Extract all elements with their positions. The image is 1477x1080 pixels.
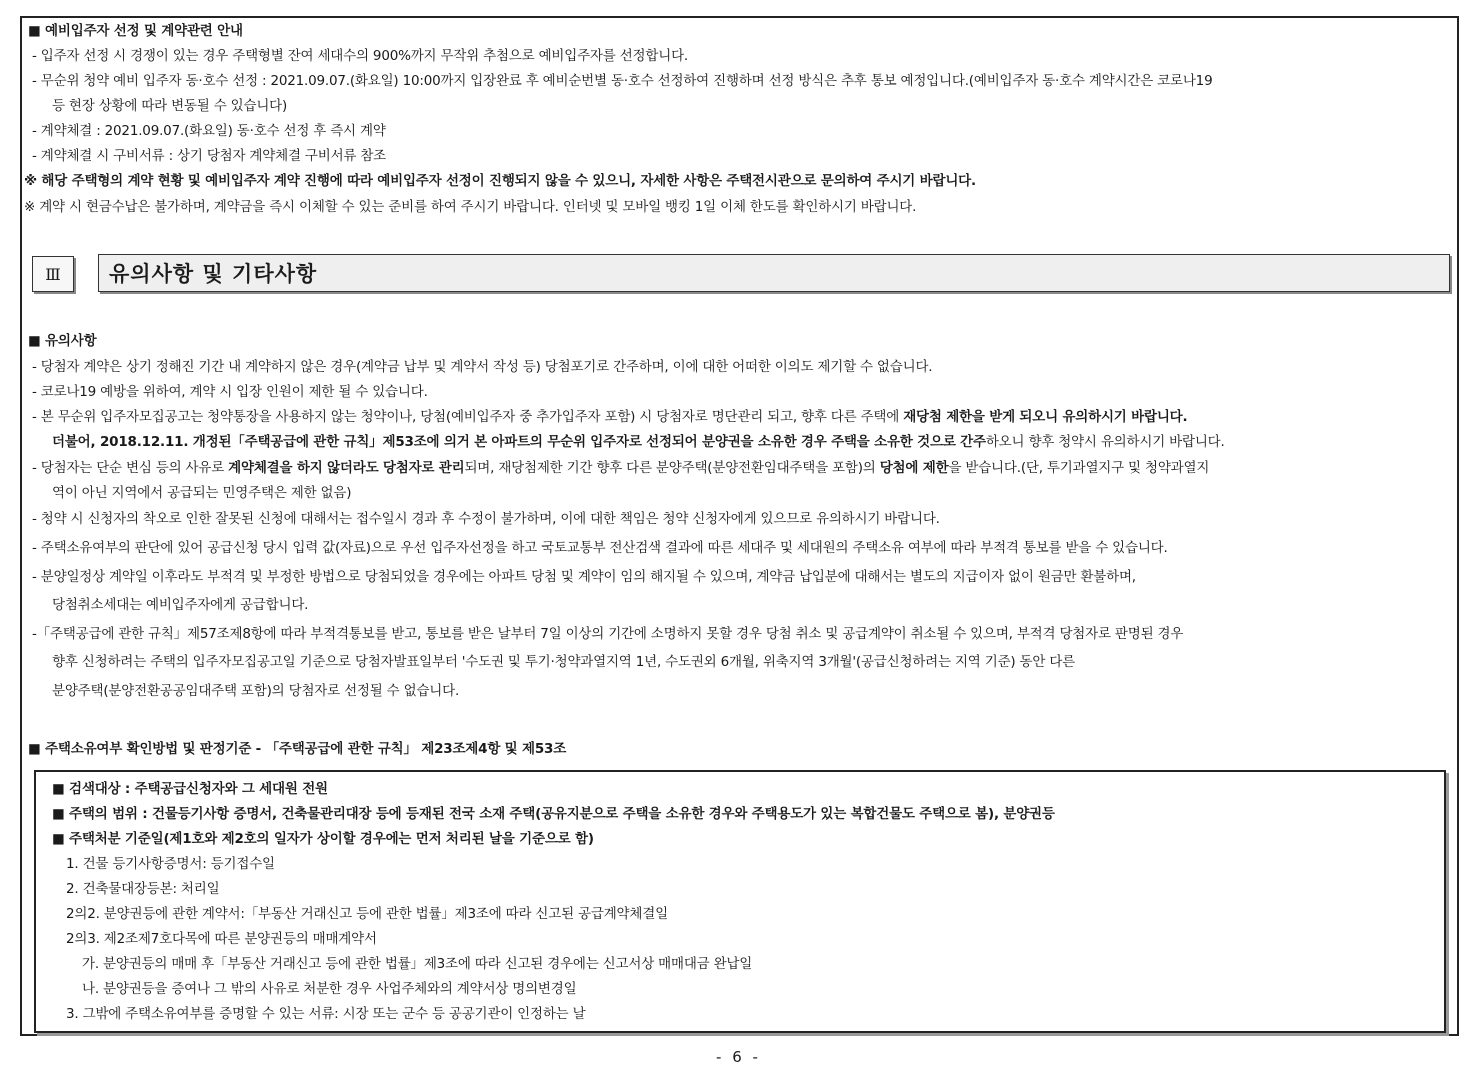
caution-item-4-text-c: 을 받습니다.(단, 투기과열지구 및 청약과열지 — [948, 460, 1210, 476]
ownership-list-item-1: 1. 건물 등기사항증명서: 등기접수일 — [66, 856, 275, 872]
caution-item-2: - 코로나19 예방을 위하여, 계약 시 입장 인원이 제한 될 수 있습니다. — [32, 384, 428, 400]
caution-item-4-bold-a: 계약체결을 하지 않더라도 당첨자로 관리 — [228, 460, 465, 476]
section-title: 유의사항 및 기타사항 — [98, 254, 1450, 292]
caution-item-1: - 당첨자 계약은 상기 정해진 기간 내 계약하지 않은 경우(계약금 납부 및 계약서 작성 등) 당첨포기로 간주하며, 이에 대한 어떠한 이의도 제기할 수 없습니다. — [32, 359, 933, 375]
caution-item-8-cont-2: 분양주택(분양전환공공임대주택 포함)의 당첨자로 선정될 수 없습니다. — [52, 683, 460, 699]
ownership-list-item-2-3: 2의3. 제2조제7호다목에 따른 분양권등의 매매계약서 — [66, 931, 377, 947]
caution-item-5: - 청약 시 신청자의 착오로 인한 잘못된 신청에 대해서는 접수일시 경과 후 수정이 불가하며, 이에 대한 책임은 청약 신청자에게 있으므로 유의하시기 바랍니다. — [32, 511, 940, 527]
reserve-item-4: - 계약체결 시 구비서류 : 상기 당첨자 계약체결 구비서류 참조 — [32, 148, 387, 164]
page-frame — [20, 16, 1459, 1036]
ownership-search-target: ■ 검색대상 : 주택공급신청자와 그 세대원 전원 — [52, 781, 328, 797]
ownership-disposal-date: ■ 주택처분 기준일(제1호와 제2호의 일자가 상이할 경우에는 먼저 처리된 날을 기준으로 함) — [52, 831, 594, 847]
reserve-item-2: - 무순위 청약 예비 입주자 동·호수 선정 : 2021.09.07.(화요일) 10:00까지 입장완료 후 예비순번별 동·호수 선정하여 진행하며 선정 방식은 추후 통보 예정입니다.(예비입주자 동·호수 계약시간은 코로나19 — [32, 73, 1213, 89]
reserve-note-2: ※ 계약 시 현금수납은 불가하며, 계약금을 즉시 이체할 수 있는 준비를 하여 주시기 바랍니다. 인터넷 및 모바일 뱅킹 1일 이체 한도를 확인하시기 바랍니다. — [24, 199, 917, 215]
caution-item-4-text-a: - 당첨자는 단순 변심 등의 사유로 — [32, 460, 229, 476]
caution-item-3-cont — [52, 433, 1225, 451]
caution-item-8-cont-1: 향후 신청하려는 주택의 입주자모집공고일 기준으로 당첨자발표일부터 '수도권 및 투기·청약과열지역 1년, 수도권외 6개월, 위축지역 3개월'(공급신청하려는 지역 기준) 동안 다른 — [52, 654, 1076, 670]
ownership-list-item-2-2: 2의2. 분양권등에 관한 계약서:「부동산 거래신고 등에 관한 법률」제3조에 따라 신고된 공급계약체결일 — [66, 906, 668, 922]
caution-item-4 — [32, 459, 1209, 477]
reserve-note-1: ※ 해당 주택형의 계약 현황 및 예비입주자 계약 진행에 따라 예비입주자 선정이 진행되지 않을 수 있으니, 자세한 사항은 주택전시관으로 문의하여 주시기 바랍니다. — [24, 173, 976, 189]
reserve-item-3: - 계약체결 : 2021.09.07.(화요일) 동·호수 선정 후 즉시 계약 — [32, 123, 386, 139]
ownership-criteria-box — [34, 770, 1446, 1033]
caution-heading: ■ 유의사항 — [28, 333, 97, 349]
reserve-item-1: - 입주자 선정 시 경쟁이 있는 경우 주택형별 잔여 세대수의 900%까지 무작위 추첨으로 예비입주자를 선정합니다. — [32, 48, 688, 64]
caution-item-3-bold: 재당첨 제한을 받게 되오니 유의하시기 바랍니다. — [903, 409, 1188, 425]
ownership-list-item-3: 3. 그밖에 주택소유여부를 증명할 수 있는 서류: 시장 또는 군수 등 공공기관이 인정하는 날 — [66, 1006, 586, 1022]
caution-item-7-cont: 당첨취소세대는 예비입주자에게 공급합니다. — [52, 597, 309, 613]
caution-item-3-cont-text: 하오니 향후 청약시 유의하시기 바랍니다. — [985, 434, 1225, 450]
caution-item-4-cont: 역이 아닌 지역에서 공급되는 민영주택은 제한 없음) — [52, 485, 352, 501]
caution-item-4-bold-b: 당첨에 제한 — [879, 460, 949, 476]
caution-item-3-cont-bold: 더불어, 2018.12.11. 개정된「주택공급에 관한 규칙」제53조에 의거 본 아파트의 무순위 입주자로 선정되어 분양권을 소유한 경우 주택을 소유한 것으로 간주 — [52, 434, 986, 450]
caution-item-3-text: - 본 무순위 입주자모집공고는 청약통장을 사용하지 않는 청약이나, 당첨(예비입주자 중 추가입주자 포함) 시 당첨자로 명단관리 되고, 향후 다른 주택에 — [32, 409, 904, 425]
caution-item-8: -「주택공급에 관한 규칙」제57조제8항에 따라 부적격통보를 받고, 통보를 받은 날부터 7일 이상의 기간에 소명하지 못할 경우 당첨 취소 및 공급계약이 취소될 수 있으며, 부적격 당첨자로 판명된 경우 — [32, 626, 1184, 642]
caution-item-4-text-b: 되며, 재당첨제한 기간 향후 다른 분양주택(분양전환임대주택을 포함)의 — [464, 460, 880, 476]
reserve-section-heading: ■ 예비입주자 선정 및 계약관련 안내 — [28, 23, 243, 39]
reserve-item-2-cont: 등 현장 상황에 따라 변동될 수 있습니다) — [52, 98, 288, 114]
ownership-list-item-2: 2. 건축물대장등본: 처리일 — [66, 881, 220, 897]
ownership-list-sub-ga: 가. 분양권등의 매매 후「부동산 거래신고 등에 관한 법률」제3조에 따라 신고된 경우에는 신고서상 매매대금 완납일 — [82, 956, 753, 972]
caution-item-3 — [32, 408, 1187, 426]
ownership-heading: ■ 주택소유여부 확인방법 및 판정기준 - 「주택공급에 관한 규칙」 제23조제4항 및 제53조 — [28, 741, 567, 757]
caution-item-7: - 분양일정상 계약일 이후라도 부적격 및 부정한 방법으로 당첨되었을 경우에는 아파트 당첨 및 계약이 임의 해지될 수 있으며, 계약금 납입분에 대해서는 별도의 지급이자 없이 원금만 환불하며, — [32, 569, 1136, 585]
section-number-box: Ⅲ — [32, 256, 74, 292]
page-number: - 6 - — [716, 1048, 761, 1066]
ownership-house-scope: ■ 주택의 범위 : 건물등기사항 증명서, 건축물관리대장 등에 등재된 전국 소재 주택(공유지분으로 주택을 소유한 경우와 주택용도가 있는 복합건물도 주택으로 봄), 분양권등 — [52, 806, 1055, 822]
ownership-list-sub-na: 나. 분양권등을 증여나 그 밖의 사유로 처분한 경우 사업주체와의 계약서상 명의변경일 — [82, 981, 577, 997]
caution-item-6: - 주택소유여부의 판단에 있어 공급신청 당시 입력 값(자료)으로 우선 입주자선정을 하고 국토교통부 전산검색 결과에 따른 세대주 및 세대원의 주택소유 여부에 따라 부적격 통보를 받을 수 있습니다. — [32, 540, 1168, 556]
